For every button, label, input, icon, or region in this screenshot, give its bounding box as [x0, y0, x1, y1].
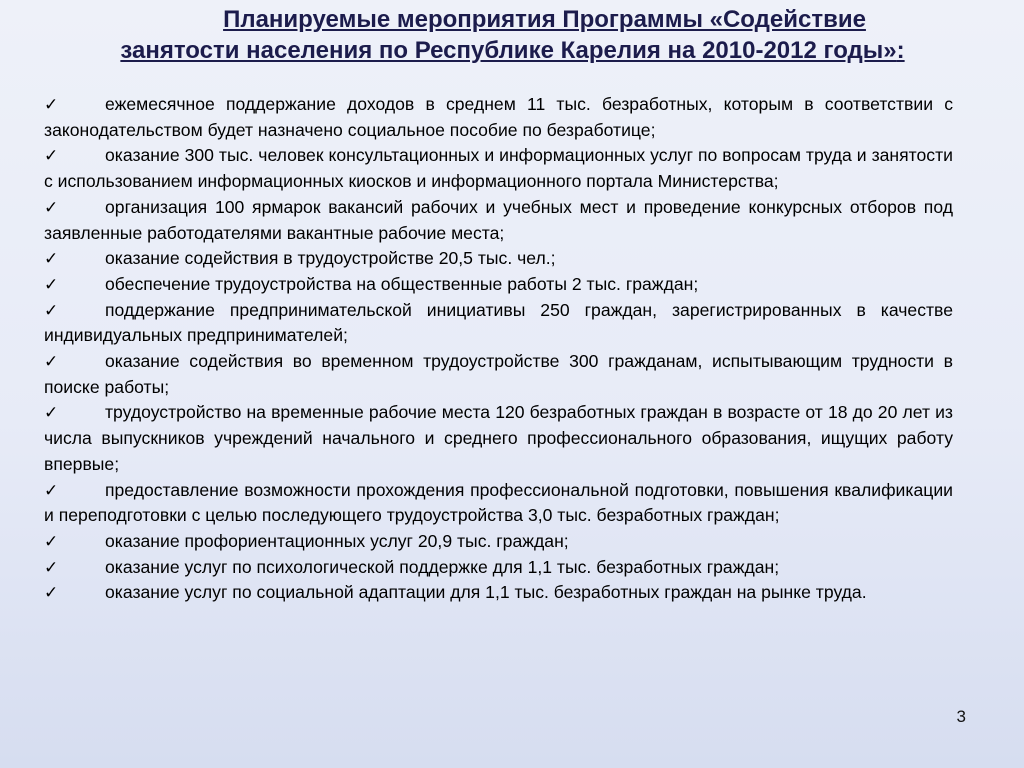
list-item — [44, 555, 953, 581]
checkmark-icon: ✓ — [44, 403, 59, 423]
title-colon: : — [896, 37, 905, 64]
slide-title — [40, 4, 985, 66]
title-line-2 — [40, 35, 985, 66]
list-item-text: ежемесячное поддержание доходов в среднем 11 тыс. безработных, которым в соответствии с законодательством будет назначено социальное пособие по безработице; — [44, 94, 953, 140]
checkmark-icon: ✓ — [44, 300, 59, 320]
checkmark-icon: ✓ — [44, 583, 59, 603]
list-item — [44, 478, 953, 529]
list-item-text: оказание содействия во временном трудоустройстве 300 гражданам, испытывающим трудности в поиске работы; — [44, 351, 953, 397]
checkmark-icon: ✓ — [44, 352, 59, 372]
list-item — [44, 272, 953, 298]
list-item — [44, 529, 953, 555]
checkmark-icon: ✓ — [44, 146, 59, 166]
list-item — [44, 580, 953, 606]
list-item-text: оказание профориентационных услуг 20,9 тыс. граждан; — [105, 530, 569, 551]
checkmark-icon: ✓ — [44, 557, 59, 577]
list-item-text: оказание услуг по психологической поддержке для 1,1 тыс. безработных граждан; — [105, 556, 780, 577]
bullet-list — [44, 92, 953, 606]
list-item — [44, 400, 953, 477]
checkmark-icon: ✓ — [44, 95, 59, 114]
list-item — [44, 246, 953, 272]
checkmark-icon: ✓ — [44, 531, 59, 551]
title-line-2-text: занятости населения по Республике Карелия на 2010-2012 годы» — [120, 37, 897, 64]
checkmark-icon: ✓ — [44, 480, 59, 500]
checkmark-icon: ✓ — [44, 274, 59, 294]
list-item-text: поддержание предпринимательской инициативы 250 граждан, зарегистрированных в качестве индивидуальных предпринимателей; — [44, 299, 953, 346]
list-item-text: оказание 300 тыс. человек консультационных и информационных услуг по вопросам труда и занятости с использованием информационных киосков и информационного портала Министерства; — [44, 145, 953, 192]
list-item — [44, 195, 953, 246]
list-item — [44, 298, 953, 349]
list-item — [44, 349, 953, 400]
list-item-text: организация 100 ярмарок вакансий рабочих и учебных мест и проведение конкурсных отборов под заявленные работодателями вакантные рабочие места; — [44, 196, 953, 243]
checkmark-icon: ✓ — [44, 249, 59, 269]
list-item — [44, 143, 953, 194]
page-number: 3 — [956, 707, 966, 726]
list-item-text: трудоустройство на временные рабочие места 120 безработных граждан в возрасте от 18 до 20 лет из числа выпускников учреждений начального и среднего профессионального образования, ищущих работу впервые; — [44, 402, 953, 474]
list-item-text: оказание услуг по социальной адаптации для 1,1 тыс. безработных граждан на рынке труда. — [105, 582, 867, 603]
title-line-1: Планируемые мероприятия Программы «Содействие — [223, 6, 866, 33]
list-item — [44, 92, 953, 143]
checkmark-icon: ✓ — [44, 197, 59, 217]
list-item-text: предоставление возможности прохождения профессиональной подготовки, повышения квалификации и переподготовки с целью последующего трудоустройства 3,0 тыс. безработных граждан; — [44, 479, 953, 526]
list-item-text: оказание содействия в трудоустройстве 20,5 тыс. чел.; — [105, 248, 556, 269]
list-item-text: обеспечение трудоустройства на общественные работы 2 тыс. граждан; — [105, 273, 699, 294]
